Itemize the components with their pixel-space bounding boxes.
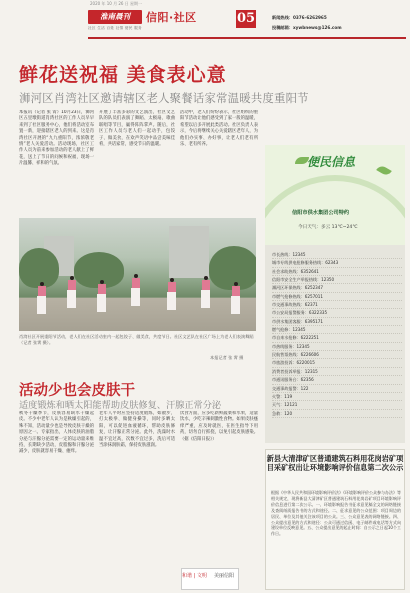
phone-row: 天气：12121	[272, 401, 402, 409]
dancer	[231, 282, 240, 314]
section-title: 信阳·社区	[146, 11, 197, 24]
phone-row: 急救：120	[272, 410, 402, 418]
phone-row: 民航售票热线：6226606	[272, 351, 402, 359]
dancer	[67, 276, 76, 308]
phone-row: 燃气抢修：12345	[272, 326, 402, 334]
ad-label: 和谐 | 文明	[182, 573, 207, 579]
dance-photo	[19, 218, 256, 331]
sponsor: 信阳市供水集团公司特约	[292, 210, 350, 216]
phone-row: 社会求助热线：6352641	[272, 268, 402, 276]
paper-logo: 淮南晨刊	[88, 10, 142, 24]
hotline: 新闻热线：0376-6262965	[272, 15, 327, 20]
notice-title: 新县大清津矿区普通建筑石料用花岗岩矿项目采矿权出让环境影响评价信息第二次公示	[266, 454, 404, 473]
second-article-col2: 老年人平时应坚持适度锻炼，如散步、打太极拳、做健身操等，同时多晒太阳，可以促进血液循环，帮助皮肤修复，让汗腺正常分泌。此外，洗澡时水温不宜过高，次数不宜过多，洗后可适当涂抹润肤霜，保持皮肤滋润。	[99, 411, 175, 449]
photo-caption: 肖湾社区开展重阳节活动，老人们在社区活动室内一起包饺子、做美食，共度节日。社区文艺队在社区广场上为老人们表演舞蹈（记者 张霄 摄）。	[19, 334, 254, 346]
phone-row: 市旅游投诉：6220015	[272, 359, 402, 367]
phone-row: 浉河区环保热线：6252347	[272, 284, 402, 292]
public-notice	[265, 449, 405, 590]
photo-credit: 本报记者 张 霄 摄	[210, 355, 244, 360]
banner-title: 便民信息	[307, 155, 356, 169]
main-headline: 鲜花送祝福 美食表心意	[19, 64, 227, 86]
second-article-col3: 饮食方面，应多吃新鲜蔬菜和水果，适量饮水，少吃辛辣刺激性食物。如果皮肤瘙痒严重，应及时就医，在医生指导下用药，切勿自行抓挠，以免引起皮肤感染。（据《信阳日报》）	[180, 411, 258, 442]
notice-body: 根据《中华人民共和国环境影响评价法》《环境影响评价公众参与办法》等相关规定，现将新县大清津矿区普通建筑石料用花岗岩矿项目环境影响评价信息进行第二次公示。一、环境影响报告书征求意见稿全文的网络链接及查阅纸质报告书的方式和途径。二、征求意见的公众范围：项目周边的居民、单位及其他关注该项目的公众。三、公众意见表的网络链接。四、公众提出意见的方式和途径：公众可通过信函、电子邮件或电话等方式向建设单位反映意见。五、公众提出意见的起止时间：自公示之日起10个工作日。	[271, 490, 401, 537]
phone-row: 城市专线供电抢修服务热线：62343	[272, 259, 402, 267]
phone-row: 市长热线：12345	[272, 251, 402, 259]
service-banner	[265, 145, 405, 245]
dancer	[201, 276, 210, 308]
dateline: 2020 年 10 月 26 日 星期一	[90, 1, 142, 6]
phone-row: 市自来水抢修：6222251	[272, 334, 402, 342]
leaf-icon	[376, 164, 392, 177]
second-headline: 活动少也会皮肤干	[19, 382, 135, 399]
phone-row: 消费者投诉举报：12315	[272, 368, 402, 376]
second-subheadline: 适度锻炼和晒太阳能帮助皮肤修复、汗腺正常分泌	[19, 400, 222, 411]
dancer	[131, 274, 140, 306]
main-article-col1: 本报讯（记者 张 霄）10月23日，浉河区五里墩街道肖湾社区的工作人员早早来到了社区服务中心，他们将活动室布置一新，迎接辖区老人的到来。这是肖湾社区开展的“九九重阳节，浓浓敬老情”老人关爱活动。活动现场，社区工作人员为前来参加活动的老人献上了鲜花，送上了节日的问候和祝福，现场一片温馨、祥和的气氛。	[19, 110, 94, 167]
dancer	[167, 278, 176, 310]
phone-row: 市交通事故热线：62371	[272, 301, 402, 309]
section-subtitle: 社区 生活 百姓 社情 便民 服务	[88, 26, 142, 30]
masthead	[88, 7, 406, 39]
main-subheadline: 浉河区肖湾社区邀请辖区老人聚餐话家常温暖共度重阳节	[19, 91, 309, 105]
email: 投稿邮箱：xywbnews@126.com	[272, 25, 342, 30]
phone-row: 市供水集团客服：6395171	[272, 318, 402, 326]
phone-row: 市热线服务：12345	[272, 343, 402, 351]
phone-row: 市燃气抢修热线：6257011	[272, 293, 402, 301]
dancer	[97, 280, 106, 312]
main-article-col3: 活动中，老人们纷纷表示，社区组织的重阳节活动让他们感受到了家一般的温暖，希望以后多开展此类活动。社区负责人表示，今后将继续关心关爱辖区老年人，为他们办实事、办好事，让老人们老有所乐、老有所养。	[180, 110, 258, 148]
phone-row: 交通事故报警：122	[272, 385, 402, 393]
dancer	[37, 282, 46, 314]
page-number: 05	[236, 11, 256, 26]
phone-row: 市公安局报警服务：6322335	[272, 309, 402, 317]
second-article-col1: 秋冬干燥季节，皮肤容易缺水干燥起皮。不少中老年人认为是秋燥引起的，殊不知，活动量少也是导致皮肤干燥的原因之一。专家指出，人体皮肤的油脂分泌与汗腺分泌需要一定的运动量来维持，长期缺少活动，皮脂腺和汗腺分泌减少，皮肤就容易干燥、瘙痒。	[19, 411, 94, 455]
weather-line: 今日天气：多云 13℃~24℃	[298, 225, 358, 230]
phone-row: 火警：119	[272, 393, 402, 401]
main-article-col2: 开展了丰富多彩的文艺演出，社区文艺队的队员们表演了舞蹈、太极扇、歌曲联唱等节目，赢得阵阵掌声。随后，社区工作人员与老人们一起动手，包饺子、做美食，在欢声笑语中品尝美味佳肴，共话家常，感受节日的温暖。	[99, 110, 175, 148]
phone-list	[272, 251, 402, 418]
ad-name: 美丽信阳	[214, 573, 235, 579]
building	[169, 226, 209, 278]
phone-row: 市通讯服务台：62356	[272, 376, 402, 384]
phone-row: 信阳市安全生产举报热线：12350	[272, 276, 402, 284]
